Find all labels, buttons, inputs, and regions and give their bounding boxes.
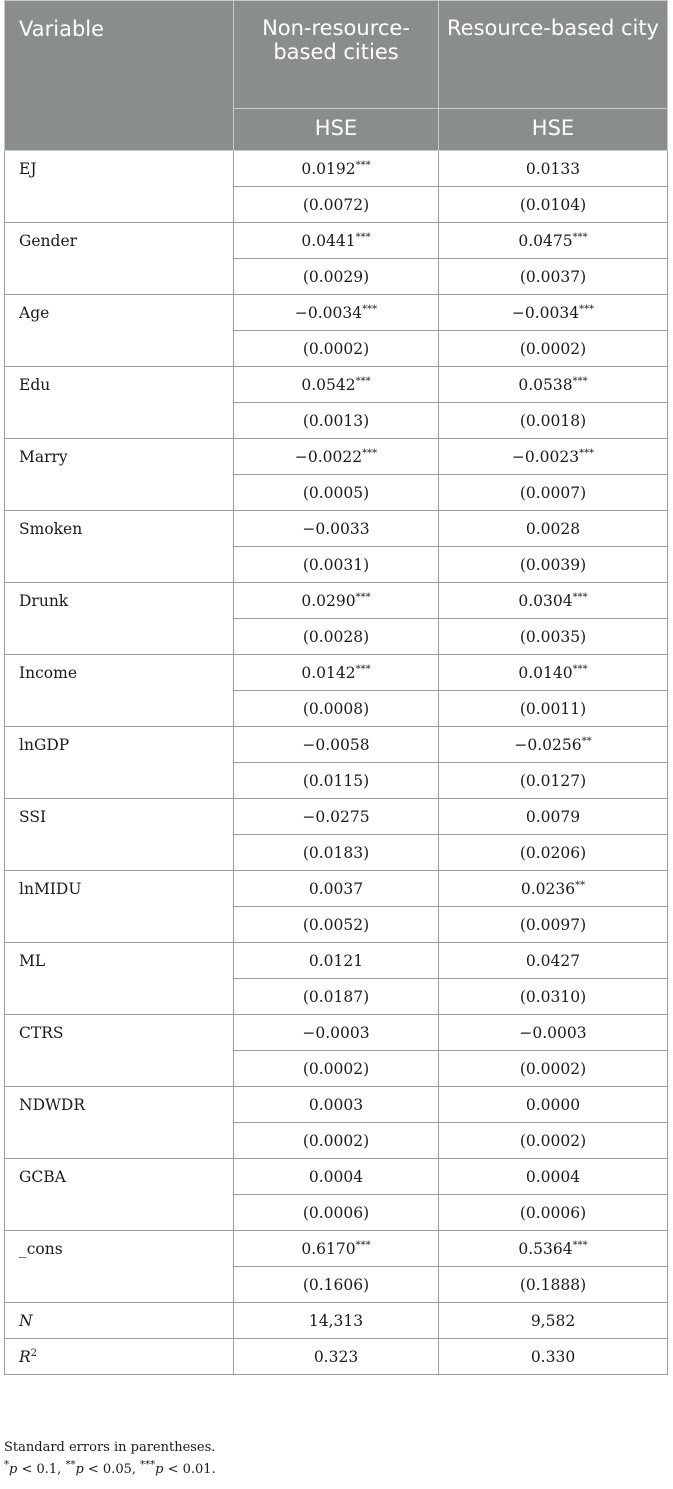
coef-resource-value: 0.0028 (525, 519, 581, 538)
coef-non-resource-value: −0.0058 (302, 735, 370, 754)
se-non-resource-value: (0.0115) (302, 771, 370, 790)
se-non-resource-value: (0.0002) (302, 1131, 370, 1150)
se-non-resource-value: (0.1606) (302, 1275, 370, 1294)
coef-resource-stars: ** (581, 735, 592, 747)
coef-non-resource (234, 727, 439, 763)
se-non-resource-value: (0.0029) (302, 267, 370, 286)
coef-non-resource-stars: *** (355, 591, 371, 603)
coef-resource-value: 0.5364 (518, 1239, 573, 1258)
table-row (5, 583, 668, 619)
variable-label: lnGDP (5, 727, 234, 799)
se-resource-value: (0.0002) (519, 1059, 587, 1078)
coef-resource-stars: *** (572, 591, 588, 603)
se-resource-value: (0.0007) (519, 483, 587, 502)
se-non-resource-value: (0.0006) (302, 1203, 370, 1222)
coef-resource-value: 0.0133 (525, 159, 581, 178)
variable-label: ML (5, 943, 234, 1015)
stat-label-text: R (19, 1347, 31, 1366)
coef-non-resource (234, 799, 439, 835)
coef-non-resource-stars: *** (355, 1239, 371, 1251)
stat-resource (439, 1303, 668, 1339)
se-resource (439, 619, 668, 655)
stat-resource-value: 0.330 (530, 1347, 576, 1366)
stat-resource (439, 1339, 668, 1375)
se-resource (439, 331, 668, 367)
variable-header: Variable (5, 1, 234, 151)
coef-non-resource (234, 439, 439, 475)
hse-subheader-1: HSE (234, 109, 439, 151)
stat-non-resource (234, 1339, 439, 1375)
se-non-resource (234, 331, 439, 367)
se-resource-value: (0.0097) (519, 915, 587, 934)
variable-label: Edu (5, 367, 234, 439)
se-non-resource-value: (0.0187) (302, 987, 370, 1006)
se-resource-value: (0.0002) (519, 1131, 587, 1150)
table-row (5, 439, 668, 475)
stat-resource-value: 9,582 (530, 1311, 576, 1330)
coef-non-resource-value: 0.0003 (308, 1095, 364, 1114)
coef-non-resource (234, 871, 439, 907)
coef-resource (439, 367, 668, 403)
se-non-resource-value: (0.0005) (302, 483, 370, 502)
coef-non-resource-value: −0.0034 (294, 303, 363, 322)
se-non-resource (234, 259, 439, 295)
se-resource-value: (0.0011) (519, 699, 587, 718)
coef-resource (439, 943, 668, 979)
se-resource (439, 907, 668, 943)
table-row (5, 1087, 668, 1123)
coef-resource-stars: *** (572, 375, 588, 387)
se-non-resource (234, 475, 439, 511)
se-non-resource (234, 1195, 439, 1231)
table-row (5, 511, 668, 547)
regression-table (4, 0, 668, 1375)
stat-non-resource-value: 14,313 (308, 1311, 364, 1330)
variable-label: _cons (5, 1231, 234, 1303)
se-non-resource (234, 691, 439, 727)
coef-resource-stars: *** (579, 447, 595, 459)
se-resource (439, 763, 668, 799)
table-row (5, 1015, 668, 1051)
note-standard-errors: Standard errors in parentheses. (4, 1440, 216, 1455)
se-resource (439, 1195, 668, 1231)
coef-resource-stars: *** (572, 231, 588, 243)
se-resource (439, 187, 668, 223)
se-resource-value: (0.0206) (519, 843, 587, 862)
coef-non-resource (234, 511, 439, 547)
variable-label: SSI (5, 799, 234, 871)
coef-non-resource (234, 583, 439, 619)
coef-non-resource-value: −0.0003 (302, 1023, 370, 1042)
coef-resource (439, 295, 668, 331)
coef-non-resource (234, 151, 439, 187)
stat-label-sup: 2 (30, 1347, 38, 1359)
se-resource (439, 835, 668, 871)
se-non-resource-value: (0.0072) (302, 195, 370, 214)
coef-resource (439, 583, 668, 619)
variable-label: Smoken (5, 511, 234, 583)
coef-non-resource-value: 0.0542 (301, 375, 356, 394)
se-non-resource (234, 1051, 439, 1087)
se-resource (439, 1267, 668, 1303)
coef-resource-value: −0.0023 (511, 447, 580, 466)
table-notes (4, 1437, 216, 1481)
note-significance: *p < 0.1, **p < 0.05, ***p < 0.01. (4, 1459, 216, 1477)
coef-non-resource (234, 1015, 439, 1051)
coef-non-resource-value: 0.0004 (308, 1167, 364, 1186)
table-row (5, 295, 668, 331)
non-resource-cities-header: Non-resource-based cities (234, 1, 439, 109)
coef-resource (439, 727, 668, 763)
coef-resource-value: −0.0034 (511, 303, 580, 322)
coef-non-resource-stars: *** (355, 231, 371, 243)
se-resource-value: (0.0310) (519, 987, 587, 1006)
table-body (5, 151, 668, 1375)
variable-label: Age (5, 295, 234, 367)
hse-subheader-2: HSE (439, 109, 668, 151)
coef-resource-value: 0.0079 (525, 807, 581, 826)
table-row (5, 1231, 668, 1267)
table-row (5, 151, 668, 187)
coef-resource (439, 1015, 668, 1051)
se-non-resource (234, 187, 439, 223)
coef-resource-value: 0.0140 (518, 663, 573, 682)
table-row (5, 799, 668, 835)
variable-label: Drunk (5, 583, 234, 655)
coef-resource-value: 0.0475 (518, 231, 573, 250)
se-non-resource (234, 619, 439, 655)
se-non-resource (234, 835, 439, 871)
coef-non-resource-value: 0.6170 (301, 1239, 356, 1258)
coef-non-resource-value: 0.0192 (301, 159, 356, 178)
coef-non-resource-stars: *** (362, 447, 378, 459)
coef-resource-value: 0.0538 (518, 375, 573, 394)
coef-resource (439, 1087, 668, 1123)
se-resource-value: (0.0127) (519, 771, 587, 790)
table-header (5, 1, 668, 151)
se-non-resource-value: (0.0052) (302, 915, 370, 934)
coef-non-resource-value: −0.0022 (294, 447, 363, 466)
se-non-resource-value: (0.0002) (302, 339, 370, 358)
table-row (5, 223, 668, 259)
se-resource (439, 1123, 668, 1159)
coef-resource (439, 223, 668, 259)
se-resource (439, 259, 668, 295)
coef-non-resource-stars: *** (355, 159, 371, 171)
se-non-resource (234, 403, 439, 439)
se-resource (439, 979, 668, 1015)
se-resource (439, 547, 668, 583)
coef-resource (439, 1159, 668, 1195)
coef-resource-stars: *** (572, 663, 588, 675)
se-resource-value: (0.0035) (519, 627, 587, 646)
coef-resource-stars: ** (575, 879, 586, 891)
se-resource-value: (0.0002) (519, 339, 587, 358)
coef-resource (439, 1231, 668, 1267)
coef-non-resource-value: −0.0033 (302, 519, 370, 538)
coef-non-resource (234, 943, 439, 979)
coef-resource-value: 0.0427 (525, 951, 581, 970)
se-non-resource (234, 1267, 439, 1303)
coef-resource-stars: *** (572, 1239, 588, 1251)
se-resource (439, 1051, 668, 1087)
table-row (5, 367, 668, 403)
coef-resource (439, 511, 668, 547)
coef-resource-value: −0.0003 (519, 1023, 587, 1042)
coef-resource-stars: *** (579, 303, 595, 315)
coef-non-resource (234, 223, 439, 259)
se-non-resource-value: (0.0031) (302, 555, 370, 574)
table-row (5, 943, 668, 979)
coef-non-resource (234, 1087, 439, 1123)
se-resource-value: (0.0006) (519, 1203, 587, 1222)
coef-non-resource-value: 0.0121 (308, 951, 364, 970)
resource-city-header: Resource-based city (439, 1, 668, 109)
coef-resource-value: −0.0256 (514, 735, 582, 754)
variable-label: Gender (5, 223, 234, 295)
coef-resource (439, 151, 668, 187)
table-row (5, 1159, 668, 1195)
se-non-resource (234, 907, 439, 943)
se-non-resource (234, 979, 439, 1015)
coef-resource-value: 0.0236 (520, 879, 576, 898)
se-resource-value: (0.0018) (519, 411, 587, 430)
table-row (5, 871, 668, 907)
se-resource (439, 475, 668, 511)
coef-resource-value: 0.0004 (525, 1167, 581, 1186)
se-resource-value: (0.0104) (519, 195, 587, 214)
variable-label: lnMIDU (5, 871, 234, 943)
coef-resource-value: 0.0304 (518, 591, 573, 610)
coef-resource (439, 871, 668, 907)
coef-non-resource (234, 295, 439, 331)
se-resource-value: (0.1888) (519, 1275, 587, 1294)
variable-label: NDWDR (5, 1087, 234, 1159)
coef-non-resource-stars: *** (355, 375, 371, 387)
se-non-resource (234, 547, 439, 583)
table-row (5, 1303, 668, 1339)
coef-non-resource-value: 0.0037 (308, 879, 364, 898)
se-resource (439, 691, 668, 727)
stat-label-text: N (19, 1311, 33, 1330)
coef-non-resource (234, 655, 439, 691)
se-non-resource-value: (0.0002) (302, 1059, 370, 1078)
se-non-resource-value: (0.0028) (302, 627, 370, 646)
table-row (5, 655, 668, 691)
coef-resource-value: 0.0000 (525, 1095, 581, 1114)
se-non-resource (234, 1123, 439, 1159)
coef-non-resource (234, 367, 439, 403)
variable-label: Marry (5, 439, 234, 511)
coef-resource (439, 799, 668, 835)
stat-non-resource-value: 0.323 (313, 1347, 359, 1366)
table-row (5, 1339, 668, 1375)
coef-non-resource (234, 1231, 439, 1267)
coef-non-resource-value: 0.0290 (301, 591, 356, 610)
coef-resource (439, 655, 668, 691)
stat-label (5, 1339, 234, 1375)
se-resource-value: (0.0037) (519, 267, 587, 286)
table-row (5, 727, 668, 763)
variable-label: EJ (5, 151, 234, 223)
se-resource-value: (0.0039) (519, 555, 587, 574)
coef-non-resource-value: −0.0275 (302, 807, 370, 826)
stat-label (5, 1303, 234, 1339)
se-non-resource-value: (0.0008) (302, 699, 370, 718)
coef-non-resource (234, 1159, 439, 1195)
se-non-resource-value: (0.0183) (302, 843, 370, 862)
coef-non-resource-value: 0.0441 (301, 231, 356, 250)
variable-label: CTRS (5, 1015, 234, 1087)
variable-label: Income (5, 655, 234, 727)
coef-non-resource-stars: *** (355, 663, 371, 675)
coef-non-resource-value: 0.0142 (301, 663, 356, 682)
se-non-resource-value: (0.0013) (302, 411, 370, 430)
coef-resource (439, 439, 668, 475)
coef-non-resource-stars: *** (362, 303, 378, 315)
variable-label: GCBA (5, 1159, 234, 1231)
stat-non-resource (234, 1303, 439, 1339)
se-non-resource (234, 763, 439, 799)
se-resource (439, 403, 668, 439)
